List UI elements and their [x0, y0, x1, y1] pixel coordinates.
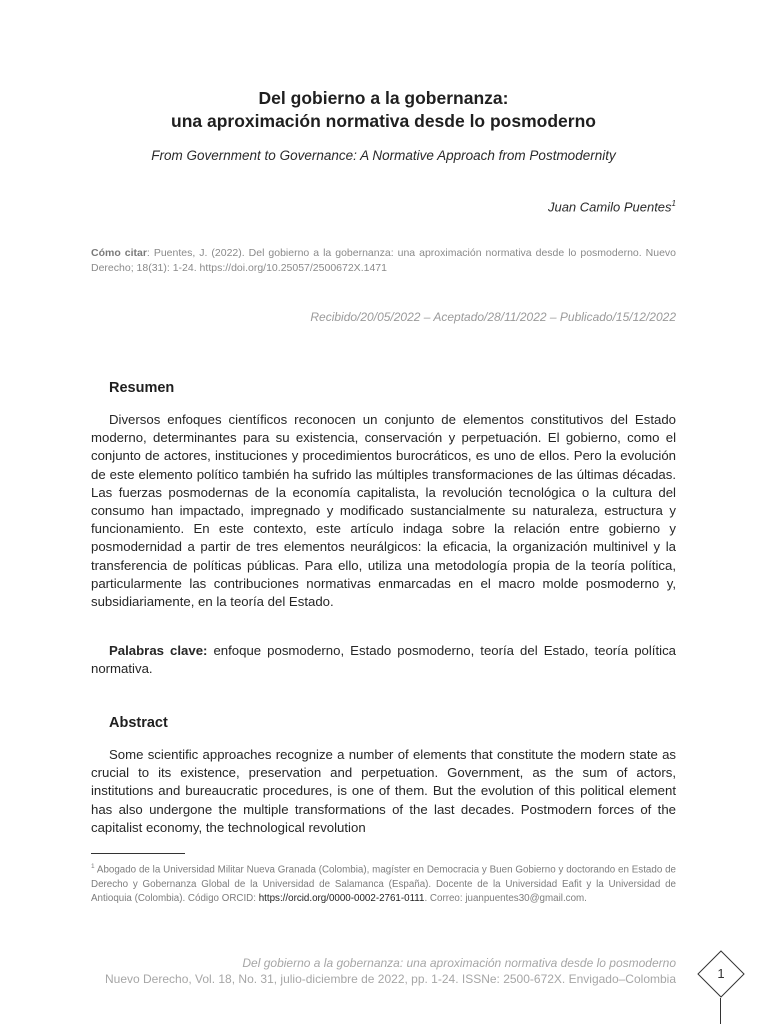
badge-connector-line [720, 998, 721, 1024]
abstract-paragraph: Some scientific approaches recognize a number of elements that constitute the modern state as crucial to its existence, preservation and perpetuation. Government, as the sum of actors, institutions and bureaucratic procedures, is one of them. But the evolution of this political element has also undergone the multiple transformations of the last decades. Postmodern forces of the capitalist economy, the technological revolution [91, 747, 676, 835]
keywords-label: Palabras clave: [109, 643, 208, 658]
article-subtitle: From Government to Governance: A Normative Approach from Postmodernity [151, 148, 616, 163]
article-title [91, 87, 676, 133]
author-name [548, 199, 676, 214]
footnote-text: Abogado de la Universidad Militar Nueva Granada (Colombia), magíster en Democracia y Buen Gobierno y doctorando en Estado de Derecho y Gobernanza Global de la Universidad de Salamanca (España). Docente de la Universidad Eafit y la Universidad de Antioquia (Colombia). Código ORCID: [91, 864, 676, 905]
abstract-heading: Abstract [109, 715, 168, 731]
resumen-heading: Resumen [109, 380, 175, 396]
page-number-badge [697, 950, 745, 998]
author-name-text: Juan Camilo Puentes [547, 199, 672, 215]
page-number: 1 [717, 966, 725, 981]
footnote-divider [91, 853, 185, 854]
title-line-2: una aproximación normativa desde lo posmoderno [171, 111, 596, 131]
title-line-1: Del gobierno a la gobernanza: [258, 88, 509, 108]
citation-text: : Puentes, J. (2022). Del gobierno a la gobernanza: una aproximación normativa desde lo posmoderno. Nuevo Derecho; 18(31): 1-24. https://doi.org/10.25057/2500672X.1471 [91, 247, 677, 274]
running-title: Del gobierno a la gobernanza: una aproximación normativa desde lo posmoderno [242, 956, 676, 970]
orcid-link[interactable]: https://orcid.org/0000-0002-2761-0111 [258, 893, 425, 905]
publication-dates: Recibido/20/05/2022 – Aceptado/28/11/2022 – Publicado/15/12/2022 [310, 310, 676, 324]
resumen-paragraph: Diversos enfoques científicos reconocen un conjunto de elementos constitutivos del Estado moderno, determinantes para su existencia, conservación y perpetuación. El gobierno, como el conjunto de actores, instituciones y procedimientos burocráticos, es uno de ellos. Pero la evolución de este elemento político también ha sufrido las múltiples transformaciones de las últimas décadas. Las fuerzas posmodernas de la economía capitalista, la revolución tecnológica o la cultura del consumo han impactado, impregnado y modificado sustancialmente su naturaleza, estructura y funcionamiento. En este contexto, este artículo indaga sobre la relación entre gobierno y posmodernidad a partir de tres elementos neurálgicos: la eficacia, la organización multinivel y la transferencia de políticas públicas. Para ello, utiliza una metodología propia de la teoría política, particularmente las contribuciones normativas enmarcadas en el macro molde posmoderno y, subsidiariamente, en la teoría del Estado. [91, 412, 676, 610]
footnote [91, 860, 676, 907]
author-footnote-mark[interactable]: 1 [671, 199, 676, 208]
keywords-text: enfoque posmoderno, Estado posmoderno, teoría del Estado, teoría política normativa. [91, 643, 676, 677]
keywords-paragraph [91, 642, 676, 678]
journal-info: Nuevo Derecho, Vol. 18, No. 31, julio-diciembre de 2022, pp. 1-24. ISSNe: 2500-672X. Envigado–Colombia [104, 972, 676, 986]
citation-block [91, 246, 676, 276]
footnote-email: . Correo: juanpuentes30@gmail.com. [424, 893, 587, 905]
footnote-mark: 1 [91, 863, 95, 870]
citation-label: Cómo citar [91, 247, 147, 259]
